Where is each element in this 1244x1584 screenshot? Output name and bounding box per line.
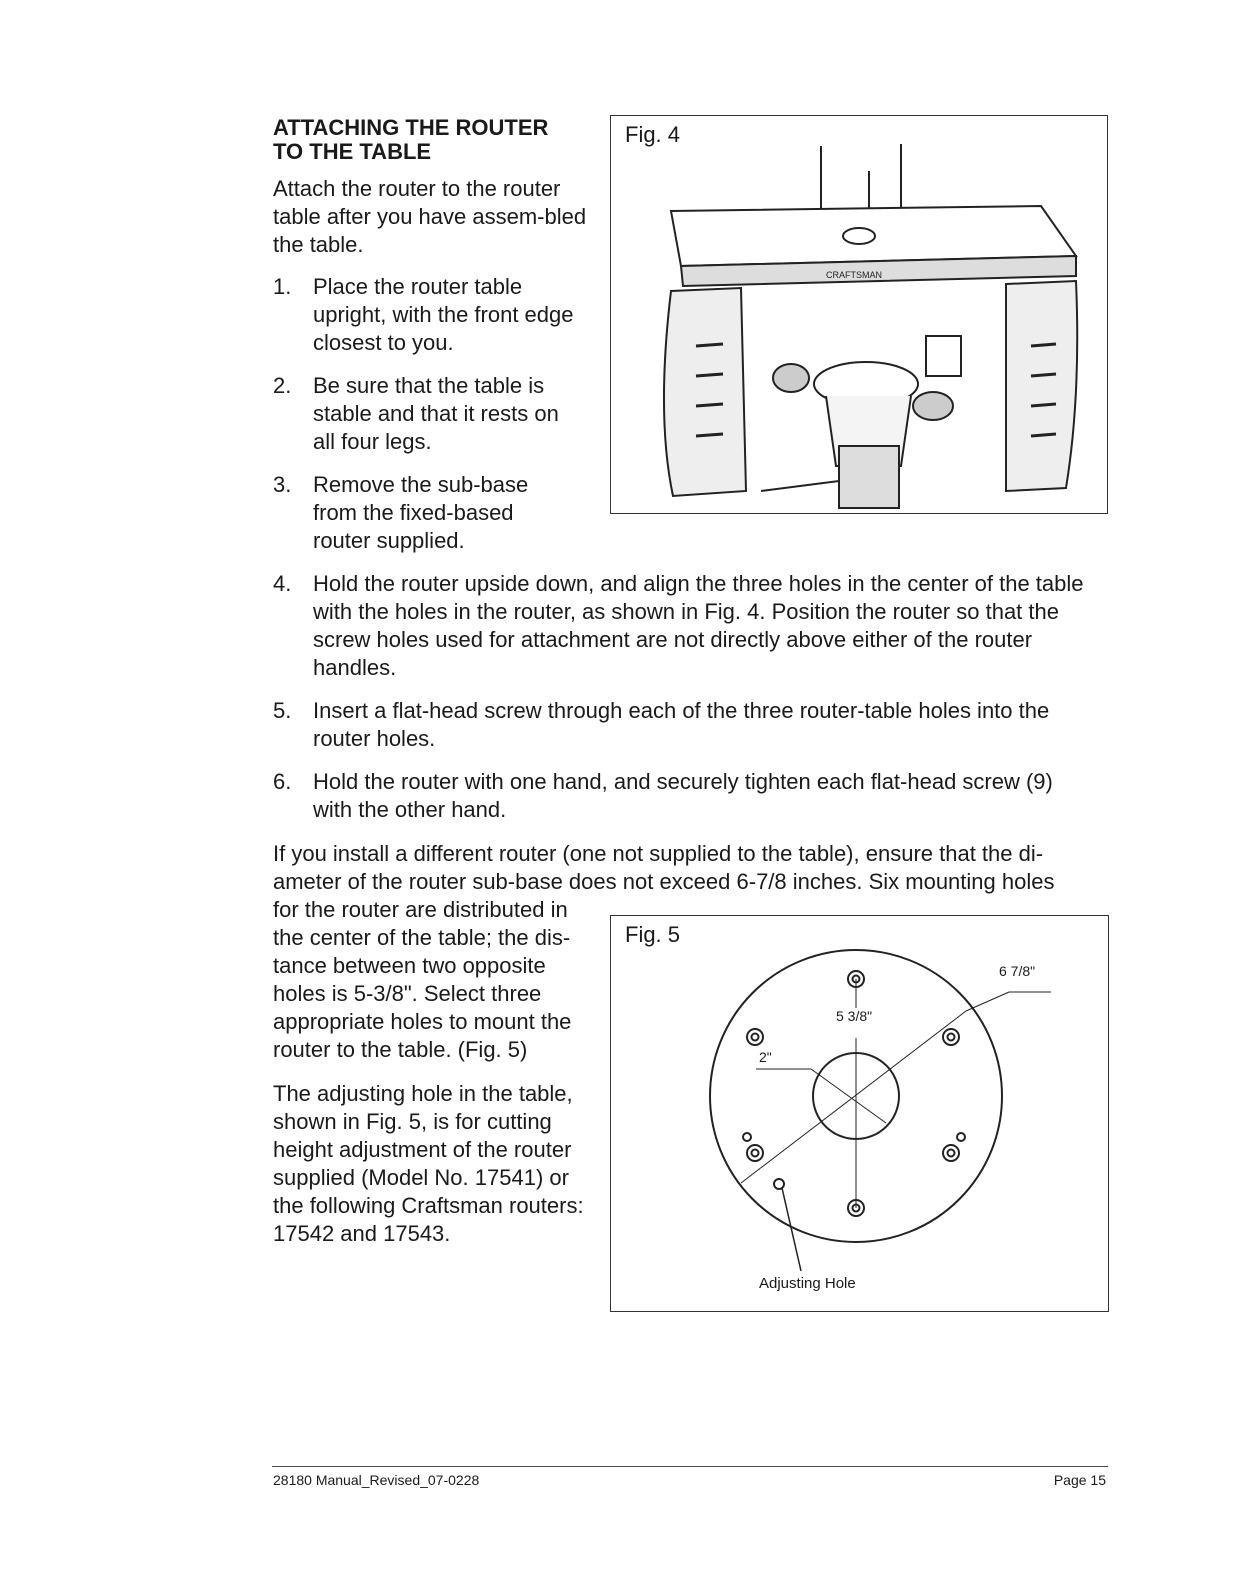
router-handle — [913, 392, 953, 420]
hole-spacing-label: 5 3/8" — [836, 1008, 873, 1024]
step-number: 6. — [273, 769, 292, 794]
step-number: 1. — [273, 274, 292, 299]
switch-box — [926, 336, 961, 376]
adjusting-hole — [774, 1179, 784, 1189]
router-motor — [839, 446, 899, 508]
outer-diameter-label: 6 7/8" — [999, 963, 1036, 979]
router-table-illustration — [611, 116, 1107, 513]
footer-document-id: 28180 Manual_Revised_07-0228 — [273, 1472, 480, 1488]
page-number: Page 15 — [1053, 1472, 1106, 1488]
different-router-paragraph: If you install a different router (one not supplied to the table), ensure that the di-ameter of the router sub-base does not exceed 6-7/8 inches. Six mounting holes — [273, 841, 1055, 894]
step-text: Remove the sub-base from the fixed-based router supplied. — [313, 472, 529, 553]
figure-4 — [610, 115, 1108, 514]
different-router-paragraph-cont: for the router are distributed in the center of the table; the dis-tance between two opposite holes is 5-3/8". Select three appropriate holes to mount the router to the table. (Fig. 5) — [273, 897, 572, 1062]
section-title — [273, 116, 603, 164]
adjusting-hole-callout: Adjusting Hole — [759, 1275, 856, 1292]
step-text: Insert a flat-head screw through each of the three router-table holes into the router holes. — [313, 698, 1050, 751]
figure-label: Fig. 5 — [625, 922, 681, 947]
step-number: 2. — [273, 373, 292, 398]
step-text: Be sure that the table is stable and that it rests on all four legs. — [313, 373, 559, 454]
step-text: Place the router table upright, with the front edge closest to you. — [313, 274, 574, 355]
step-number: 5. — [273, 698, 292, 723]
brand-text: CRAFTSMAN — [826, 270, 882, 280]
figure-5 — [610, 915, 1109, 1312]
step-text: Hold the router upside down, and align the three holes in the center of the table with the holes in the router, as shown in Fig. 4. Position the router so that the screw holes used for attachment are not directly above either of the router handles. — [313, 571, 1084, 680]
step-number: 3. — [273, 472, 292, 497]
adjusting-hole-paragraph: The adjusting hole in the table, shown in Fig. 5, is for cutting height adjustment of the router supplied (Model No. 17541) or the following Craftsman routers: 17542 and 17543. — [273, 1081, 584, 1246]
footer-divider — [272, 1466, 1108, 1467]
figure-label: Fig. 4 — [625, 122, 681, 147]
router-handle — [773, 364, 809, 392]
center-hole-label: 2" — [759, 1049, 772, 1065]
step-number: 4. — [273, 571, 292, 596]
intro-paragraph: Attach the router to the router table after you have assem-bled the table. — [273, 176, 587, 257]
title-line: ATTACHING THE ROUTER — [273, 115, 549, 140]
left-leg — [664, 288, 746, 496]
step-text: Hold the router with one hand, and securely tighten each flat-head screw (9) with the other hand. — [313, 769, 1053, 822]
title-line: TO THE TABLE — [273, 139, 432, 164]
right-leg — [1006, 281, 1077, 491]
